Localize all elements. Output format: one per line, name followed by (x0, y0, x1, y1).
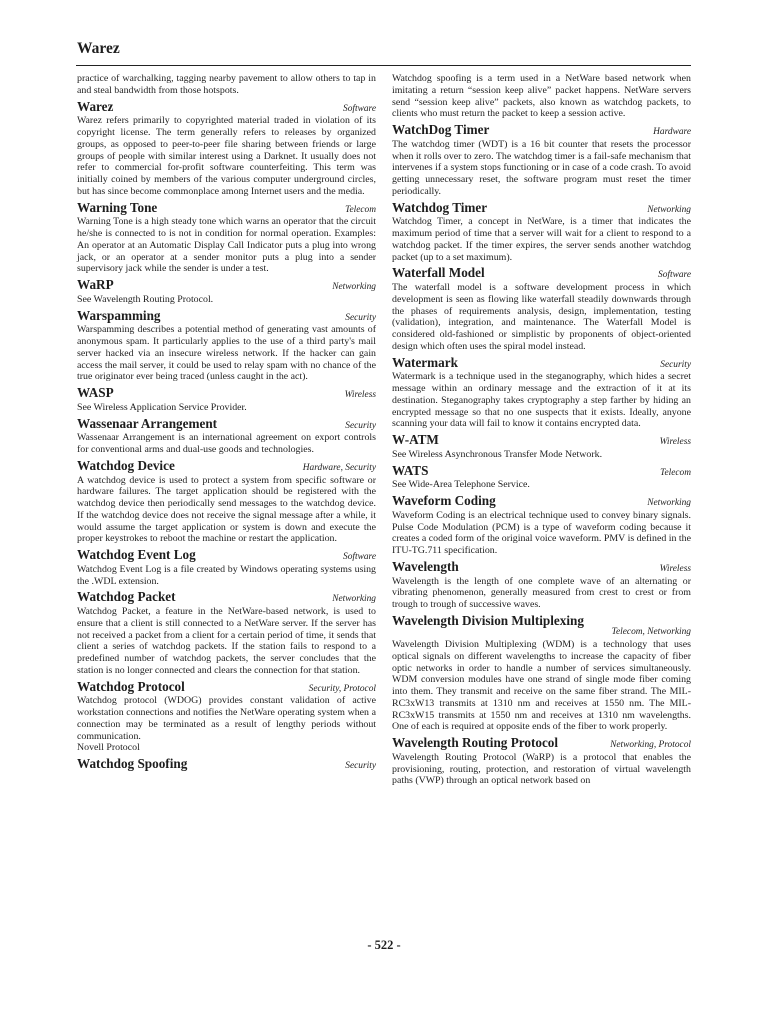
dictionary-entry (77, 99, 376, 198)
dictionary-entry (77, 458, 376, 545)
entry-definition: Watchdog Packet, a feature in the NetWare-based network, is used to ensure that a client is still connected to a NetWare server. If the server has not received a packet from a client for a certain period of time, it sends that client a series of watchdog packets. If the station fails to respond to a predefined number of watchdog packets, the server concludes that the station is no longer connected and clears the connection for that station. (77, 606, 376, 676)
entry-term: Wavelength (392, 558, 459, 574)
dictionary-entry (77, 589, 376, 676)
entry-heading (392, 265, 691, 282)
entry-term: Waterfall Model (392, 265, 485, 281)
entry-term: Watchdog Timer (392, 199, 488, 215)
dictionary-entry (392, 463, 691, 492)
entry-heading (77, 200, 376, 217)
entry-definition: A watchdog device is used to protect a system from specific software or hardware failures. The target application should be registered with the watchdog device then periodically send messages to the watchdog device. If the watchdog device does not receive the signal message after a while, it would assume the target application or system is down and execute the proper keystrokes to reboot the machine or restart the application. (77, 474, 376, 545)
entry-definition: Waveform Coding is an electrical technique used to convey binary signals. Pulse Code Modulation (PCM) is a type of waveform coding because it creates a coded form of the original voice waveform. PMV is defined in the ITU-TG.711 specification. (392, 509, 691, 556)
entry-heading (77, 458, 376, 475)
entry-heading (77, 385, 376, 402)
entry-term: WATS (392, 462, 429, 478)
entry-term: Wavelength Division Multiplexing (392, 612, 584, 628)
entry-heading (392, 463, 691, 480)
entry-category: Telecom (345, 204, 376, 215)
entry-term: Watchdog Protocol (77, 678, 185, 694)
dictionary-entry (392, 735, 691, 787)
dictionary-entry (392, 122, 691, 198)
entry-definition: Wavelength Division Multiplexing (WDM) is a technology that uses optical signals on different wavelengths to increase the capacity of fiber optic networks in order to handle a number of services simultaneously. WDM conversion modules have one strand of single mode fiber coming into them. They transmit and receive on the same fiber strand. The MIL-RC3xW13 transmits at 1310 nm and receives at 1550 nm. The MIL-RC3xW15 transmits at 1550 nm and receives at 1310 nm wavelengths. One of each is required at opposite ends of the fiber to work properly. (392, 639, 691, 733)
dictionary-entry (392, 432, 691, 461)
dictionary-entry (392, 559, 691, 611)
dictionary-entry (77, 308, 376, 384)
entry-definition: See Wireless Asynchronous Transfer Mode Network. (392, 448, 603, 460)
entry-heading (77, 679, 376, 696)
entry-heading (392, 613, 691, 629)
dictionary-entry (77, 200, 376, 276)
entry-category: Networking (332, 594, 376, 605)
entry-heading (77, 308, 376, 325)
entry-category: Networking (647, 498, 691, 508)
entry-term: W-ATM (392, 432, 439, 447)
entry-category: Security (345, 420, 376, 431)
entry-definition: Warspamming describes a potential method of generating vast amounts of anonymous spam. It particularly applies to the use of a third party's mail server hacked via an insecure wireless network. If the hacker can gain access the mail server, it could be used to relay spam with no chance of the true originator ever being traced (unless caught in the act). (77, 324, 376, 383)
entry-category: Security (345, 312, 376, 323)
entry-category: Wireless (659, 437, 691, 447)
entry-term: Wassenaar Arrangement (77, 415, 218, 431)
entry-term: Watchdog Spoofing (77, 756, 188, 771)
dictionary-entry (392, 355, 691, 431)
entry-definition: Warning Tone is a high steady tone which warns an operator that the circuit he/she is connected to is not in condition for normal operation. Examples: An operator at an Automatic Display Call Indicator puts a plug into wrong jack, or an operator at a sender monitor puts a plug into a sender supervisory jack while the sender is under a test. (77, 216, 376, 275)
entry-category: Networking (647, 204, 691, 215)
entry-heading (392, 735, 691, 752)
dictionary-entry (77, 547, 376, 587)
page-number: - 522 - (367, 938, 401, 952)
entry-category: Software (343, 552, 376, 562)
entry-definition: Watchdog Timer, a concept in NetWare, is a timer that indicates the maximum period of time that a server will wait for a client to respond to a watchdog packet. If the timer expires, the server sends another watchdog packet (up to a set maximum). (392, 216, 691, 263)
entry-term: Watchdog Device (77, 457, 175, 473)
entry-category: Wireless (344, 390, 376, 400)
right-column (392, 73, 691, 787)
entry-term: Warning Tone (77, 199, 158, 215)
entry-category: Networking (332, 282, 376, 292)
entry-definition: Wavelength Routing Protocol (WaRP) is a protocol that enables the provisioning, routing, protection, and restoration of virtual wavelength paths (VWP) through an optical network based on (392, 751, 691, 787)
entry-definition: See Wireless Application Service Provider. (77, 401, 247, 413)
left-column (77, 73, 376, 773)
entry-heading (392, 122, 691, 139)
entry-heading (77, 99, 376, 116)
entry-definition: Watermark is a technique used in the steganography, which hides a secret message within an ordinary message and the extraction of it at its destination. Steganography takes cryptography a step farther by hiding an encrypted message so that no one suspects that it exists. Ideally, anyone scanning your data will fail to know it contains encrypted data. (392, 371, 691, 430)
entry-heading (77, 547, 376, 564)
entry-definition: Wassenaar Arrangement is an international agreement on export controls for conventional arms and dual-use goods and technologies. (77, 432, 376, 455)
dictionary-entry (77, 416, 376, 456)
entry-definition: See Wide-Area Telephone Service. (392, 479, 530, 491)
entry-category: Software (658, 270, 691, 281)
entry-heading (392, 355, 691, 372)
dictionary-entry (77, 73, 376, 97)
entry-category: Hardware (653, 127, 691, 137)
entry-term: WASP (77, 385, 114, 400)
entry-term: Warspamming (77, 307, 161, 323)
entry-term: Warez (77, 98, 114, 114)
entry-definition: Warez refers primarily to copyrighted material traded in violation of its copyright license. The term generally refers to releases by organized groups, as opposed to peer-to-peer file sharing between friends or large groups of people with similar interest using a Darknet. It usually does not refer to commercial for-profit software counterfeiting. This term was initially coined by members of the various computer underground circles, but has since become commonplace among Internet users and the media. (77, 115, 376, 197)
dictionary-entry (392, 613, 691, 733)
entry-definition: Watchdog spoofing is a term used in a NetWare based network when imitating a return “session keep alive” packet happens. NetWare servers send “session keep alive” packets, also known as watchdog packets, to clients who must return the packet to keep a session active. (392, 73, 691, 120)
entry-term: Watchdog Event Log (77, 547, 196, 562)
entry-definition: practice of warchalking, tagging nearby pavement to allow others to tap in and steal bandwidth from those hotspots. (77, 73, 376, 96)
entry-term: WaRP (77, 277, 114, 292)
entry-category: Hardware, Security (302, 462, 376, 473)
entry-heading (392, 559, 691, 576)
entry-term: Wavelength Routing Protocol (392, 735, 559, 750)
entry-definition: Watchdog Event Log is a file created by Windows operating systems using the .WDL extension. (77, 563, 376, 587)
entry-category: Security, Protocol (308, 683, 376, 694)
entry-term: Watermark (392, 354, 458, 370)
entry-category: Security (660, 359, 691, 370)
entry-category: Telecom, Networking (611, 627, 691, 638)
entry-definition: Novell Protocol (77, 742, 140, 754)
entry-heading (77, 756, 376, 773)
entry-term: Waveform Coding (392, 493, 496, 508)
entry-definition: The watchdog timer (WDT) is a 16 bit counter that resets the processor when it rolls over to zero. The watchdog timer is a fail-safe mechanism that intervenes if a system stops functioning or in case of a code crash. To avoid getting unnecessary reset, the software program must reset the timer periodically. (392, 138, 691, 197)
entry-heading (77, 589, 376, 606)
entry-term: Watchdog Packet (77, 589, 176, 605)
entry-heading (77, 277, 376, 294)
entry-definition: The waterfall model is a software development process in which development is seen as flowing like waterfall steadily downwards through the phases of requirements analysis, design, implementation, testing (validation), integration, and maintenance. The Waterfall Model is considered old-fashioned or simplistic by proponents of object-oriented design which often uses the spiral model instead. (392, 282, 691, 352)
entry-heading (392, 200, 691, 217)
entry-heading (392, 432, 691, 449)
header-rule (76, 65, 691, 66)
entry-heading (392, 493, 691, 510)
dictionary-entry (392, 73, 691, 120)
dictionary-entry (392, 493, 691, 557)
dictionary-entry (77, 679, 376, 755)
dictionary-entry (392, 200, 691, 264)
entry-category: Security (345, 761, 376, 771)
dictionary-entry (77, 756, 376, 773)
entry-category: Software (343, 103, 376, 114)
dictionary-entry (392, 265, 691, 352)
entry-term: WatchDog Timer (392, 122, 490, 137)
running-head: Warez (77, 40, 120, 57)
entry-category: Telecom (660, 467, 691, 478)
entry-category: Networking, Protocol (610, 740, 691, 750)
entry-definition: See Wavelength Routing Protocol. (77, 293, 214, 305)
dictionary-entry (77, 277, 376, 306)
entry-definition: Watchdog protocol (WDOG) provides constant validation of active workstation connections and notifies the NetWare operating system when a connection may be terminated as a result of lengthy periods without communication. (77, 695, 376, 742)
entry-definition: Wavelength is the length of one complete wave of an alternating or vibrating phenomenon, generally measured from crest to crest or from trough to trough of successive waves. (392, 575, 691, 610)
dictionary-entry (77, 385, 376, 414)
entry-heading (77, 416, 376, 433)
entry-category: Wireless (659, 563, 691, 574)
